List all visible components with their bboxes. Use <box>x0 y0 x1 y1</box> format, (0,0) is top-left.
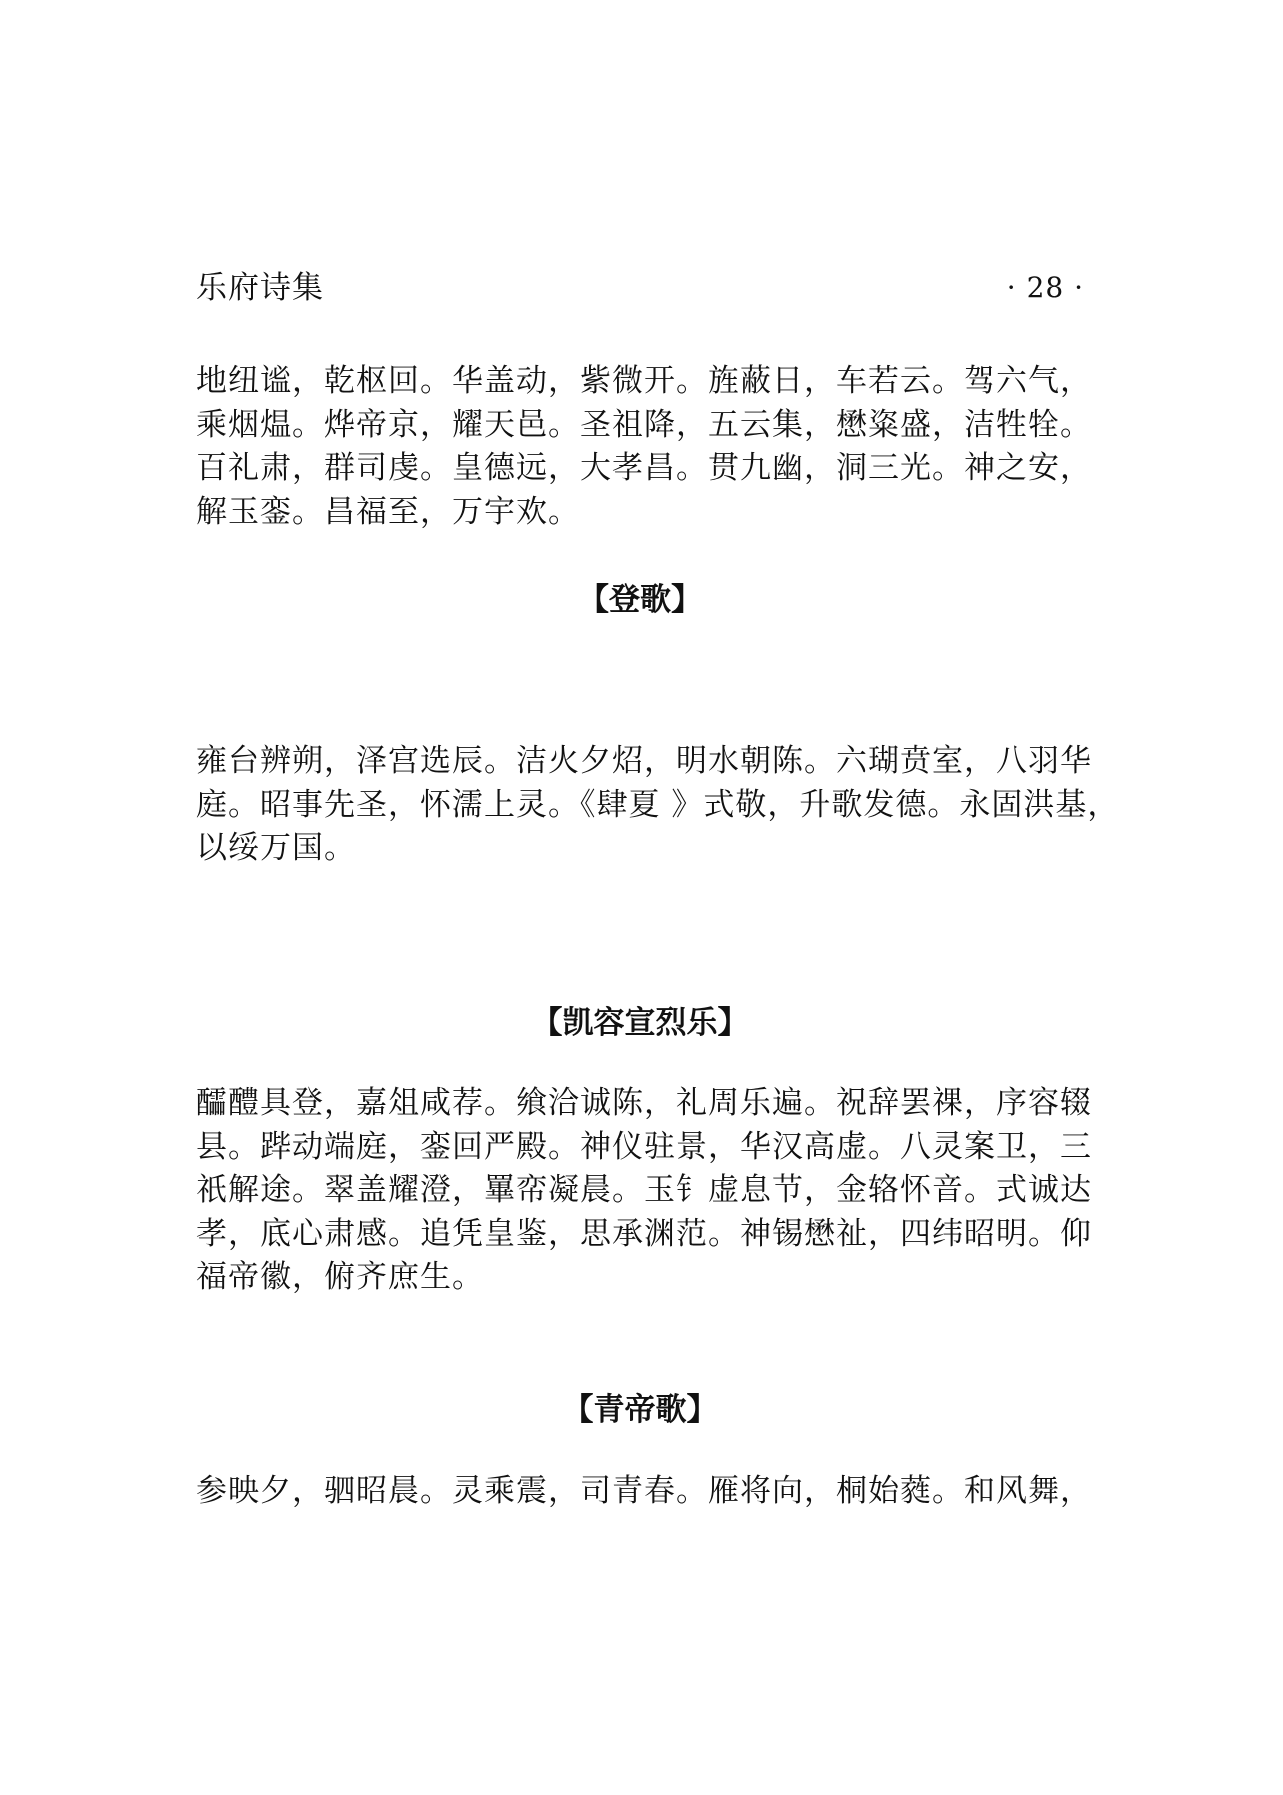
running-header <box>196 268 1084 308</box>
section-heading-qingdi: 【青帝歌】 <box>562 1392 718 1428</box>
section-heading-kairong: 【凯容宣烈乐】 <box>531 1005 749 1041</box>
section-heading-dengge: 【登歌】 <box>578 582 702 618</box>
poem-paragraph-kairong: 醽醴具登，嘉俎咸荐。飨洽诚陈，礼周乐遍。祝辞罢祼，序容辍县。跸动端庭，銮回严殿。神仪驻景，华汉高虚。八灵案卫，三祇解途。翠盖耀澄，罼帟凝晨。玉钅虚息节，金辂怀音。式诚达孝，底心肃感。追凭皇鉴，思承渊范。神锡懋祉，四纬昭明。仰福帝徽，俯齐庶生。 <box>196 1085 1092 1295</box>
poem-paragraph-dengge: 雍台辨朔，泽宫选辰。洁火夕炤，明水朝陈。六瑚贲室，八羽华庭。昭事先圣，怀濡上灵。《肆夏 》式敬，升歌发德。永固洪基，以绥万国。 <box>196 743 1120 866</box>
page-number: · 28 · <box>1006 271 1084 304</box>
poem-paragraph-opening: 地纽谧，乾枢回。华盖动，紫微开。旌蔽日，车若云。驾六气，乘烟煴。烨帝京，耀天邑。圣祖降，五云集，懋粢盛，洁牲牷。百礼肃，群司虔。皇德远，大孝昌。贯九幽，洞三光。神之安，解玉銮。昌福至，万宇欢。 <box>196 363 1092 530</box>
poem-paragraph-qingdi: 参映夕，驷昭晨。灵乘震，司青春。雁将向，桐始蕤。和风舞， <box>196 1473 1092 1509</box>
book-title: 乐府诗集 <box>196 270 324 306</box>
